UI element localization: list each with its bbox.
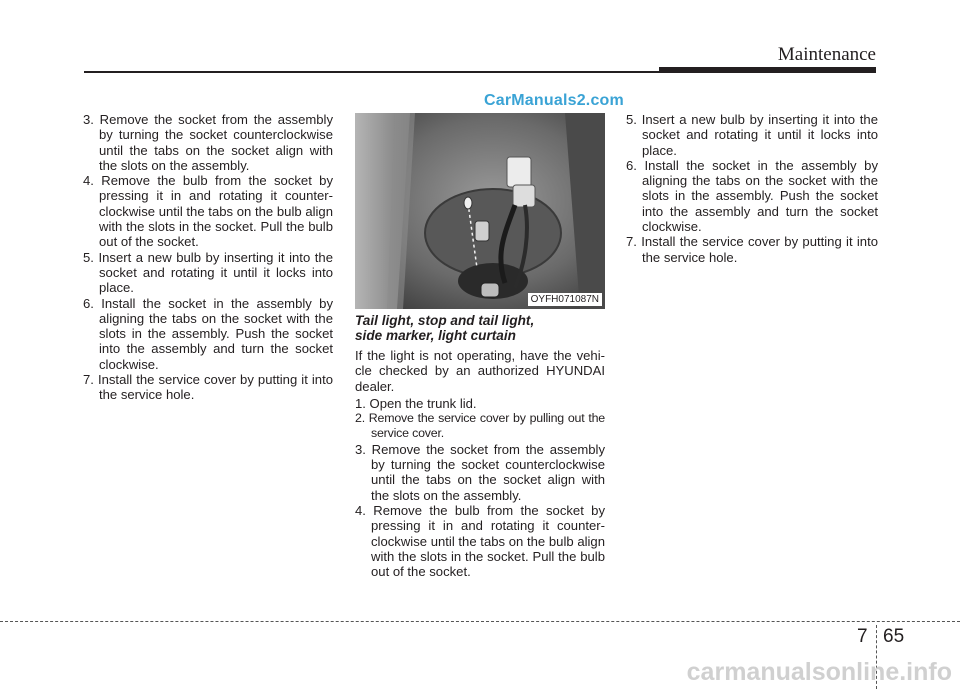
section-title-line-2: side marker, light curtain — [355, 328, 516, 343]
step-4-mid: 4. Remove the bulb from the socket by pressing it in and rotating it counter-clockwise until the tabs on the bulb align with the slots in the socket. Pull the bulb out of the socket. — [355, 502, 605, 580]
watermark-top: CarManuals2.com — [484, 92, 624, 109]
step-6-left: 6. Install the socket in the assembly by aligning the tabs on the socket with the slots in the assembly. Push the socket into the assembly and turn the socket clockwise. — [83, 295, 333, 372]
step-7-right: 7. Install the service cover by putting it into the service hole. — [626, 234, 878, 265]
intro-paragraph: If the light is not operating, have the vehi-cle checked by an authorized HYUNDAI dealer. — [355, 348, 605, 394]
section-header-title: Maintenance — [777, 44, 876, 65]
step-7-left: 7. Install the service cover by putting it into the service hole. — [83, 372, 333, 403]
step-3-left: 3. Remove the socket from the assembly by turning the socket counterclockwise until the tabs on the socket align with the slots on the assembly. — [83, 112, 333, 173]
header-rule-thick — [659, 67, 876, 73]
right-column — [626, 112, 878, 265]
chapter-number: 7 — [857, 626, 868, 647]
section-title-line-1: Tail light, stop and tail light, — [355, 313, 535, 328]
page-number: 65 — [883, 626, 905, 647]
step-6-right: 6. Install the socket in the assembly by aligning the tabs on the socket with the slots in the assembly. Push the socket into the assembly and turn the socket clockwise. — [626, 157, 878, 235]
step-3-mid: 3. Remove the socket from the assembly by turning the socket counterclockwise until the tabs on the socket align with the slots on the assembly. — [355, 441, 605, 503]
step-5-right: 5. Insert a new bulb by inserting it into the socket and rotating it until it locks into place. — [626, 112, 878, 158]
step-2-mid: 2. Remove the service cover by pulling out the service cover. — [355, 411, 605, 441]
middle-column — [355, 313, 605, 579]
tail-light-socket-photo — [355, 113, 605, 309]
photo-illustration — [355, 113, 605, 309]
watermark-bottom: carmanualsonline.info — [686, 658, 952, 686]
footer-divider — [0, 621, 960, 622]
step-5-left: 5. Insert a new bulb by inserting it into the socket and rotating it until it locks into place. — [83, 249, 333, 296]
section-title — [355, 313, 605, 343]
figure-code-label: OYFH071087N — [528, 293, 602, 306]
step-1-mid: 1. Open the trunk lid. — [355, 395, 477, 411]
header-rule-thin — [84, 71, 659, 73]
step-4-left: 4. Remove the bulb from the socket by pressing it in and rotating it counter-clockwise until the tabs on the bulb align with the slots in the socket. Pull the bulb out of the socket. — [83, 173, 333, 250]
left-column — [83, 112, 333, 403]
